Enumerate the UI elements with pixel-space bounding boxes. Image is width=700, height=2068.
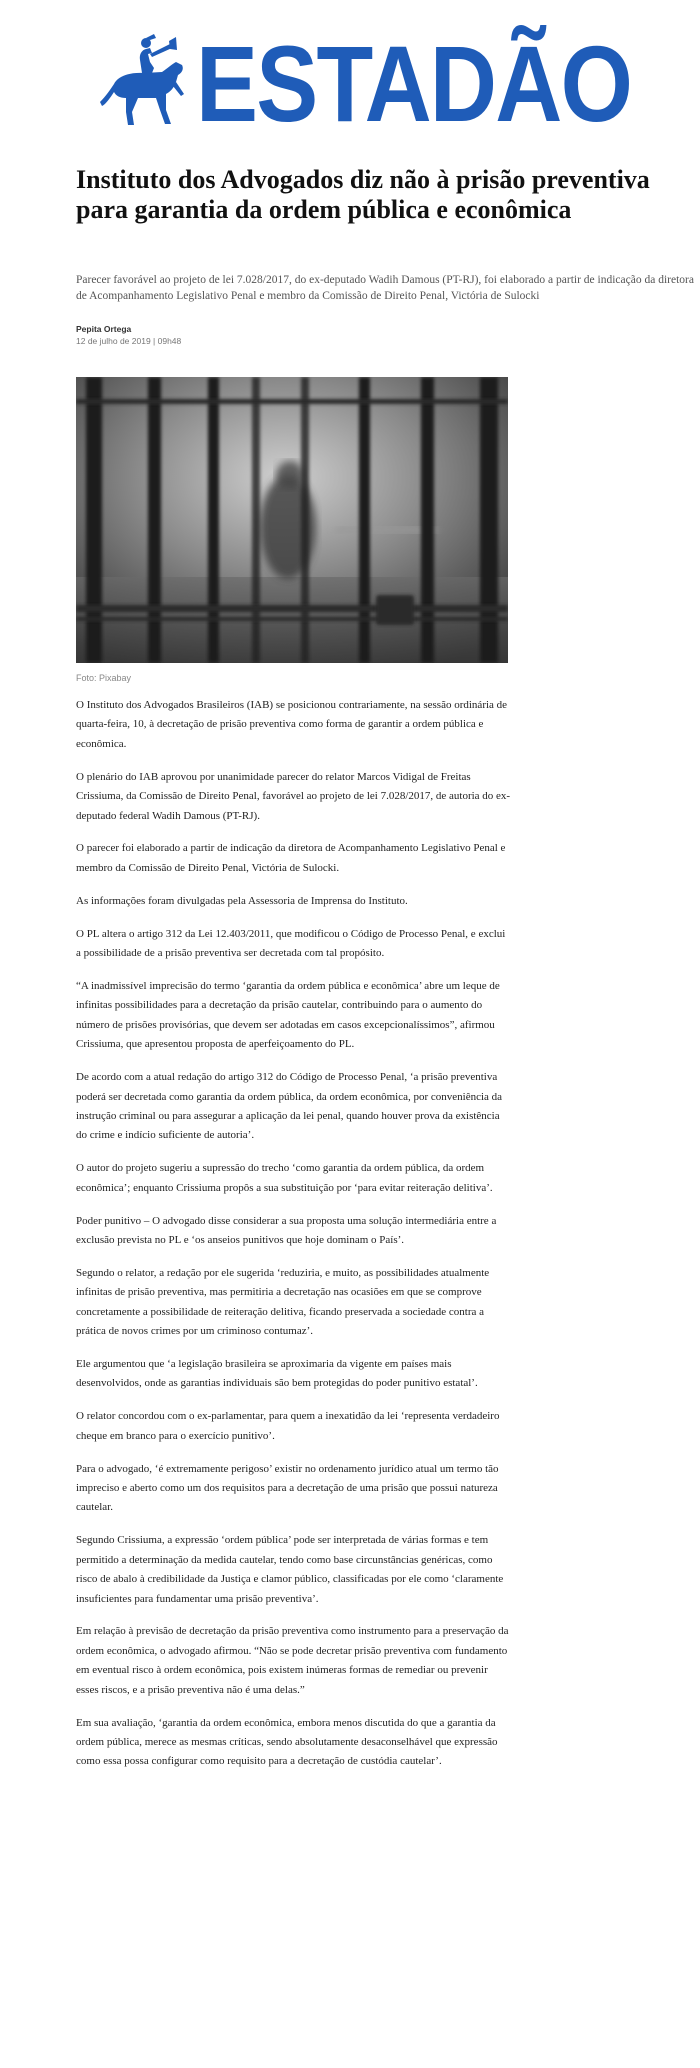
article-paragraph: O PL altera o artigo 312 da Lei 12.403/2011, que modificou o Código de Processo Penal, e exclui a possibilidade de a prisão preventiva ser decretada com tal propósito. <box>76 927 506 960</box>
article-headline: Instituto dos Advogados diz não à prisão preventiva para garantia da ordem pública e econômica <box>76 165 650 224</box>
article-paragraph: O relator concordou com o ex-parlamentar, para quem a inexatidão da lei ‘representa verdadeiro cheque em branco para o exercício punitivo’. <box>76 1410 500 1442</box>
masthead <box>96 23 632 144</box>
article-paragraph: As informações foram divulgadas pela Assessoria de Imprensa do Instituto. <box>76 894 408 907</box>
photo-caption: Foto: Pixabay <box>76 673 132 683</box>
article-paragraph: Ele argumentou que ‘a legislação brasileira se aproximaria da vigente em países mais desenvolvidos, onde as garantias individuais são bem protegidas do poder punitivo estatal’. <box>76 1357 478 1390</box>
article-paragraph: Segundo o relator, a redação por ele sugerida ‘reduziria, e muito, as possibilidades atualmente infinitas de prisão preventiva, mas permitiria a decretação nas ocasiões em que se comprove concretamente a possibilidade de reiteração delitiva, ficando preservada a sociedade contra a prática de novos crimes por um criminoso contumaz’. <box>76 1266 490 1338</box>
article-photo <box>76 377 508 663</box>
brand-logo[interactable]: ESTADÃO <box>196 23 632 144</box>
article-paragraph: Para o advogado, ‘é extremamente perigoso’ existir no ordenamento jurídico atual um termo tão impreciso e aberto como um dos requisitos para a decretação de uma prisão que possui natureza cautelar. <box>76 1462 499 1514</box>
article-body <box>76 696 512 1785</box>
horseman-logo-icon <box>96 32 196 132</box>
article-paragraph: O autor do projeto sugeriu a supressão do trecho ‘como garantia da ordem pública, da ordem econômica’; enquanto Crissiuma propôs a sua substituição por ‘para evitar reiteração delitiva’. <box>76 1162 493 1194</box>
article-paragraph: Em relação à previsão de decretação da prisão preventiva como instrumento para a preservação da ordem econômica, o advogado afirmou. “Não se pode decretar prisão preventiva com fundamento em eventual risco à ordem econômica, pois existem inúmeras formas de remediar ou prevenir esses riscos, e a prisão preventiva não é uma delas.” <box>76 1625 509 1696</box>
article-paragraph: Em sua avaliação, ‘garantia da ordem econômica, embora menos discutida do que a garantia da ordem pública, merece as mesmas críticas, sendo absolutamente desaconselhável que expressão como essa possa configurar como requisito para a decretação de custódia cautelar’. <box>76 1716 498 1768</box>
article-paragraph: O parecer foi elaborado a partir de indicação da diretora de Acompanhamento Legislativo Penal e membro da Comissão de Direito Penal, Victória de Sulocki. <box>76 842 506 874</box>
article-paragraph: O Instituto dos Advogados Brasileiros (IAB) se posicionou contrariamente, na sessão ordinária de quarta-feira, 10, à decretação de prisão preventiva como forma de garantir a ordem pública e econômica. <box>76 699 508 750</box>
jail-cell-photo <box>76 377 508 663</box>
article-paragraph: “A inadmissível imprecisão do termo ‘garantia da ordem pública e econômica’ abre um leque de infinitas possibilidades para a decretação da prisão cautelar, contribuindo para o aumento do número de prisões provisórias, que devem ser adotadas em casos excepcionalíssimos”, afirmou Crissiuma, que apresentou proposta de aperfeiçoamento do PL. <box>76 979 500 1051</box>
publish-date: 12 de julho de 2019 | 09h48 <box>76 336 182 346</box>
article-paragraph: Segundo Crissiuma, a expressão ‘ordem pública’ pode ser interpretada de várias formas e tem permitido a determinação da medida cautelar, tendo como base circunstâncias genéricas, como risco de abalo à credibilidade da Justiça e clamor público, classificadas por ele como ‘claramente insuficientes para fundamentar uma prisão preventiva’. <box>76 1534 504 1605</box>
article-paragraph: De acordo com a atual redação do artigo 312 do Código de Processo Penal, ‘a prisão preventiva poderá ser decretada como garantia da ordem pública, da ordem econômica, por conveniência da instrução criminal ou para assegurar a aplicação da lei penal, quando houver prova da existência do crime e indício suficiente de autoria’. <box>76 1071 503 1142</box>
article-paragraph: O plenário do IAB aprovou por unanimidade parecer do relator Marcos Vidigal de Freitas Crissiuma, da Comissão de Direito Penal, favorável ao projeto de lei 7.028/2017, de autoria do ex-deputado federal Wadih Damous (PT-RJ). <box>76 770 511 822</box>
author-name[interactable]: Pepita Ortega <box>76 324 132 334</box>
article-paragraph: Poder punitivo – O advogado disse considerar a sua proposta uma solução intermediária entre a exclusão prevista no PL e ‘os anseios punitivos que hoje dominam o País’. <box>76 1214 497 1246</box>
article-subtitle: Parecer favorável ao projeto de lei 7.028/2017, do ex-deputado Wadih Damous (PT-RJ), foi elaborado a partir de indicação da diretora de Acompanhamento Legislativo Penal e membro da Comissão de Direito Penal, Victória de Sulocki <box>76 274 694 302</box>
